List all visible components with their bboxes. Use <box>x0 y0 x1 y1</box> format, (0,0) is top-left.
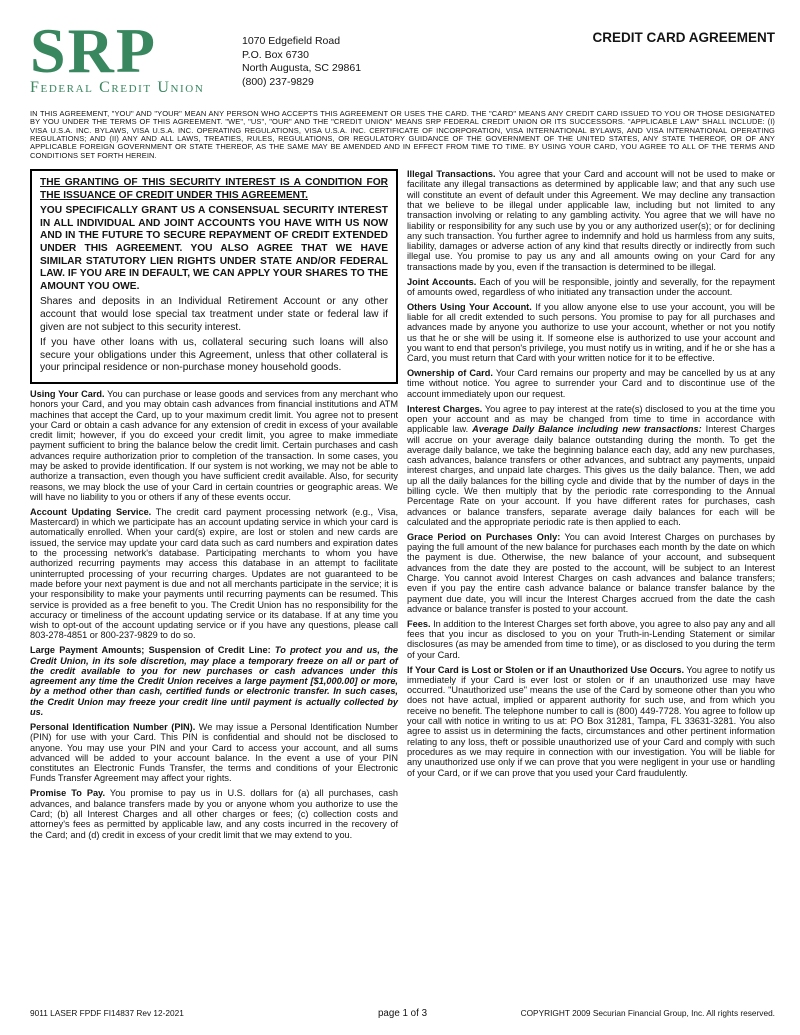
section-interest-charges <box>407 404 775 528</box>
column-right <box>407 169 775 844</box>
section-title: Interest Charges. <box>407 403 483 414</box>
security-interest-box <box>30 169 398 384</box>
section-title: Ownership of Card. <box>407 368 493 379</box>
box-paragraph-ira: Shares and deposits in an Individual Retirement Account or any other account that would lose special tax treatment under state or federal law if given are not subject to this security interest. <box>40 296 388 333</box>
section-body: In addition to the Interest Charges set forth above, you agree to also pay any and all fees that you incur as disclosed to you on your Truth-in-Lending Statement or similar disclosures (as may be amended from time to time), or as disclosed to you during the term of your Card. <box>407 618 776 660</box>
section-emphasis: Average Daily Balance including new transactions: <box>472 424 702 435</box>
header <box>0 0 800 97</box>
section-title: Grace Period on Purchases Only: <box>407 531 561 542</box>
section-ownership-of-card <box>407 368 775 399</box>
section-others-using-your-account <box>407 302 775 364</box>
column-left <box>30 169 398 844</box>
section-pin <box>30 722 398 784</box>
section-large-payment-amounts <box>30 645 398 717</box>
section-body: You can purchase or lease goods and services from any merchant who honors your Card, and you may obtain cash advances from financial institutions and ATM machines that accept the Card, up to your maximum credit limit. You agree not to present your Card or obtain a cash advance for any extension of credit in excess of your available credit limit; however, if you do exceed your credit limit, you agree to make immediate payment sufficient to bring the balance below the credit limit. Certain purchases and cash advances require authorization prior to completion of the transaction. In some cases, you may be asked to provide identification. If our system is not working, we may not be able to authorize a transaction, even though you have sufficient credit available. Also, for security reasons, we may block the use of your Card in certain countries or geographic areas. We will have no liability to you or others if any of these events occur. <box>30 388 399 502</box>
section-body: The credit card payment processing network (e.g., Visa, Mastercard) in which we participate has an account updating service in which your card is automatically enrolled. When your card(s) expire, are lost or stolen and new cards are issued, the service may update your card data such as card numbers and expiration dates to the processing network's database. Participating merchants to whom you have authorized recurring payments may access this database in an attempt to facilitate uninterrupted processing of your recurring charges. Updates are not guaranteed to be made before your next payment is due and not all merchants participate in the service; it is your responsibility to make your payments until recurring payments can be resumed. This service is provided as a free benefit to you. The Credit Union has no responsibility for the accuracy or timeliness of the account updating service or its database. If at any time you wish to opt-out of the account updating service or if you have any questions, please call 803-278-4851 or 800-237-9829 to do so. <box>30 506 398 641</box>
box-heading-granting: THE GRANTING OF THIS SECURITY INTEREST IS A CONDITION FOR THE ISSUANCE OF CREDIT UNDER THIS AGREEMENT. <box>40 177 388 201</box>
section-body: You promise to pay us in U.S. dollars for (a) all purchases, cash advances, and balance transfers made by you or anyone whom you authorize to use the Card; (b) all Interest Charges and all other charges or fees; (c) collection costs and attorney's fees as permitted by applicable law, and any costs incurred in the recovery of the Card; and (d) credit in excess of your credit limit that we may extend to you. <box>30 788 398 840</box>
box-paragraph-other-loans: If you have other loans with us, collateral securing such loans will also secure your obligations under this Agreement, unless that other collateral is your principal residence or non-purchase money household goods. <box>40 337 388 374</box>
box-heading-grant: YOU SPECIFICALLY GRANT US A CONSENSUAL SECURITY INTEREST IN ALL INDIVIDUAL AND JOINT ACCOUNTS YOU HAVE WITH US NOW AND IN THE FUTURE TO SECURE REPAYMENT OF CREDIT EXTENDED UNDER THIS AGREEMENT. YOU ALSO AGREE THAT WE HAVE SIMILAR STATUTORY LIEN RIGHTS UNDER STATE AND/OR FEDERAL LAW. IF YOU ARE IN DEFAULT, WE CAN APPLY YOUR SHARES TO THE AMOUNT YOU OWE. <box>40 205 388 292</box>
address-block <box>242 24 361 89</box>
section-title: If Your Card is Lost or Stolen or if an Unauthorized Use Occurs. <box>407 664 685 675</box>
section-title: Illegal Transactions. <box>407 169 496 180</box>
address-line: (800) 237-9829 <box>242 75 314 88</box>
content-columns <box>30 169 775 844</box>
section-fees <box>407 619 775 660</box>
section-body: Interest Charges will accrue on your average daily balance outstanding during the month. To get the average daily balance, we take the beginning balance each day, add any new purchases, cash advances, balance transfers or other advances, and subtract any payments, unpaid interest charges, and unpaid late charges. This gives us the daily balance. Then, we add up all the daily balances for the billing cycle and divide that by the number of days in the billing cycle. We then multiply that by the periodic rate corresponding to the Annual Percentage Rate on your account. If you have different rates for purchases, cash advances or balance transfers, separate average daily balances for each will be calculated and the appropriate periodic rate is then applied to each. <box>407 424 775 527</box>
footer-copyright: COPYRIGHT 2009 Securian Financial Group, Inc. All rights reserved. <box>520 1008 775 1018</box>
section-account-updating-service <box>30 507 398 641</box>
section-body: You can avoid Interest Charges on purchases by paying the full amount of the new balance for purchases each month by the date on which the payment is due. Otherwise, the new balance of your account, and subsequent advances from the date they are posted to the account, will be subject to an Interest Charge. You cannot avoid Interest Charges on cash advances and balance transfers; even if you pay the entire cash advance balance or balance transfer balance by the payment due date, you will incur the Interest Charges accrued from the date the cash advance or balance transfer is posted to your account. <box>407 531 775 614</box>
address-line: North Augusta, SC 29861 <box>242 62 362 74</box>
section-title: Joint Accounts. <box>407 276 477 287</box>
section-grace-period <box>407 532 775 614</box>
section-title: Account Updating Service. <box>30 506 152 517</box>
logo-subtitle: Federal Credit Union <box>30 79 205 96</box>
section-promise-to-pay <box>30 788 398 839</box>
section-title: Others Using Your Account. <box>407 301 532 312</box>
section-lost-or-stolen <box>407 665 775 778</box>
section-illegal-transactions <box>407 169 775 272</box>
section-body: You agree that your Card and account will not be used to make or facilitate any illegal transactions as determined by applicable law; and that any such use will constitute an event of default under this Agreement. We may decline any transaction that we believe to be illegal under applicable law, including but not limited to any transaction involving or relating to any gambling activity. You agree that we will have no liability or responsibility for any such use by you or any authorized user(s); or for declining any such transaction. You further agree to indemnify and hold us harmless from any suits, liability, damages or adverse action of any kind that results directly or indirectly from such illegal use. You promise to pay us any and all amounts owing on your Card for any transactions made by you, even if the transaction is determined to be illegal. <box>407 169 775 272</box>
section-title: Personal Identification Number (PIN). <box>30 721 196 732</box>
footer <box>30 1008 775 1019</box>
footer-page-number: page 1 of 3 <box>377 1008 428 1019</box>
address-line: 1070 Edgefield Road <box>242 35 341 47</box>
section-body: To protect you and us, the Credit Union, in its sole discretion, may place a temporary freeze on all or part of the credit available to you for new purchases or cash advances under this agreement any time the Credit Union receives a large payment [$1,000.00] or more, by a method other than cash, certified funds or electronic transfer. In such cases, the Credit Union may freeze your credit line until payment is actually collected by us. <box>30 645 398 718</box>
section-body: If you allow anyone else to use your account, you will be liable for all credit extended to such persons. You promise to pay for all purchases and advances made by anyone you authorize to use your account, whether or not you notify us that he or she will be using it. If someone else is authorized to use your account and you want to end that person's privilege, you must notify us in writing, and if he or she has a Card, you must return that Card with your written notice for it to be effective. <box>407 301 775 364</box>
section-body: We may issue a Personal Identification Number (PIN) for use with your Card. This PIN is confidential and should not be disclosed to anyone. You may use your PIN and your Card to access your account, and all sums advanced will be added to your account balance. In the event a use of your PIN constitutes an Electronic Funds Transfer, the terms and conditions of your Electronic Funds Transfer Agreement may affect your rights. <box>30 721 398 784</box>
address-line: P.O. Box 6730 <box>242 48 309 61</box>
section-using-your-card <box>30 389 398 502</box>
section-title: Large Payment Amounts; Suspension of Credit Line: <box>30 645 271 656</box>
section-joint-accounts <box>407 277 775 298</box>
section-body: Your Card remains our property and may be cancelled by us at any time without notice. You agree to surrender your Card and to discontinue use of the account immediately upon our request. <box>407 368 775 399</box>
srp-logo <box>30 15 242 97</box>
section-body: You agree to pay interest at the rate(s) disclosed to you at the time you open your account and as may be changed from time to time in accordance with applicable law. <box>407 403 776 435</box>
footer-form-number: 9011 LASER FPDF FI14837 Rev 12-2021 <box>30 1008 184 1018</box>
section-title: Using Your Card. <box>30 388 105 399</box>
section-body: Each of you will be responsible, jointly and severally, for the repayment of amounts owed, regardless of who initiated any transaction under the account. <box>407 276 775 297</box>
section-body: You agree to notify us immediately if your Card is ever lost or stolen or if an unauthorized use may have occurred. "Unauthorized use" means the use of the Card by someone other than you who does not have actual, implied or apparent authority for such use, and from which you receive no benefit. The telephone number to call is (800) 449-7728. You agree to follow up your call with notice in writing to us at: PO Box 31281, Tampa, FL 33631-3281. You also agree to assist us in determining the facts, circumstances and other pertinent information relating to any loss, theft or possible unauthorized use of your Card and comply with such procedures as we may require in connection with our investigation. You will be liable for any unauthorized use only if we can prove that you were negligent in your use or handling of your Card, or if we can prove that you used your Card fraudulently. <box>407 664 776 778</box>
logo-acronym: SRP <box>30 15 157 86</box>
section-title: Promise To Pay. <box>30 788 106 799</box>
intro-definitions-paragraph: IN THIS AGREEMENT, "YOU" AND "YOUR" MEAN ANY PERSON WHO ACCEPTS THIS AGREEMENT OR USES THE CARD. THE "CARD" MEANS ANY CREDIT CARD ISSUED TO YOU OR THOSE DESIGNATED BY YOU UNDER THE TERMS OF THIS AGREEMENT. "WE", "US", "OUR" AND THE "CREDIT UNION" MEANS SRP FEDERAL CREDIT UNION OR ITS SUCCESSORS. "APPLICABLE LAW" SHALL INCLUDE: (I) VISA U.S.A. INC. BYLAWS, VISA U.S.A. INC. OPERATING REGULATIONS, VISA U.S.A. INC. CERTIFICATE OF INCORPORATION, VISA INTERNATIONAL BYLAWS, AND VISA INTERNATIONAL OPERATING REGULATIONS; AND (II) ANY AND ALL LAWS, TREATIES, RULES, REGULATIONS, OR REGULATORY GUIDANCE OF THE GOVERNMENT OF THE UNITED STATES, ANY STATE THEREOF, OR OF ANY APPLICABLE FOREIGN GOVERNMENT OR STATE THEREOF, AS THE SAME MAY BE AMENDED AND IN EFFECT FROM TIME TO TIME. BY USING YOUR CARD, YOU AGREE TO ALL OF THE TERMS AND CONDITIONS SET FORTH HEREIN. <box>30 109 775 160</box>
section-title: Fees. <box>407 618 431 629</box>
document-title: CREDIT CARD AGREEMENT <box>592 30 775 45</box>
